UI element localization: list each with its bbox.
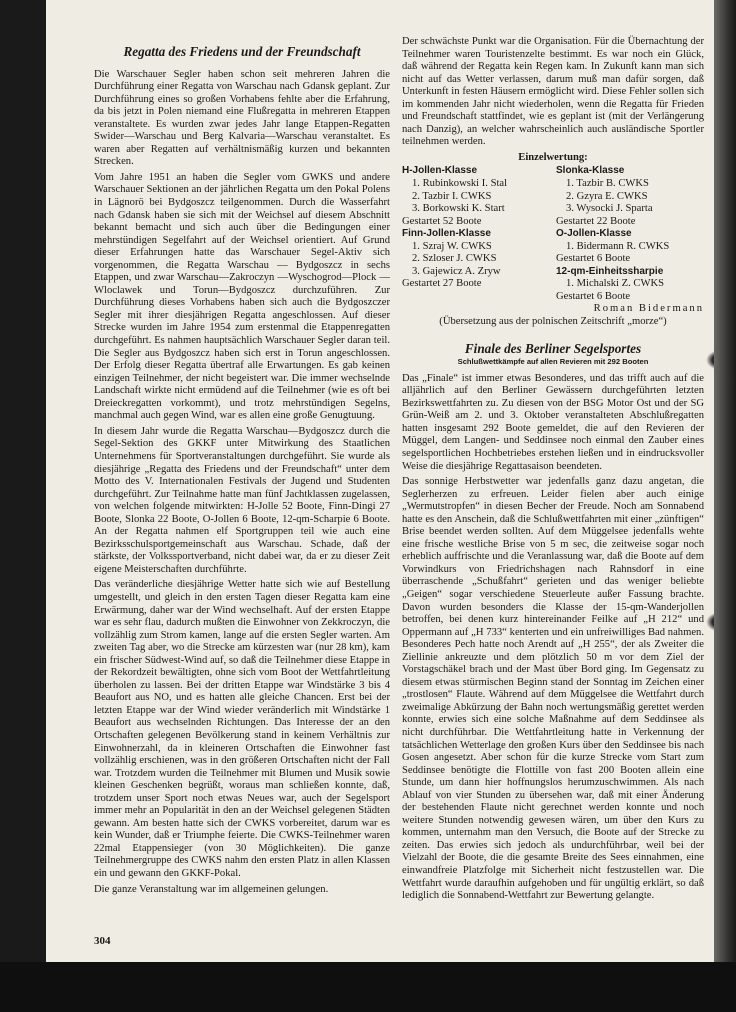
binding-hole xyxy=(706,612,714,632)
paragraph: Das sonnige Herbstwetter war jedenfalls ganz dazu angetan, die Seglerherzen zu erfreuen. Leider fielen aber auch einige „Wermutstropfen“ in diesen Becher der Freude. Noch am Sonnabend hatte es den Anschein, daß die Schlußwettfahrten mit einer „zünftigen“ Brise beendet werden sollten. Auf dem Müggelsee jedenfalls wehte eine frische westliche Brise von 5 m sec, die zeitweise sogar noch erheblich auffrischte und die Veranlassung war, daß die Boote auf dem Vorwindkurs von Friedrichshagen nach Rahnsdorf in eine überraschende „Schußfahrt“ gerieten und das weniger beliebte „Geigen“ sogar verschiedene Steuerleute außer Fassung brachte. Davon wurden besonders die Klasse der 15-qm-Wanderjollen betroffen, bei denen kurz hintereinander Feilke auf „H 212“ und Oppermann auf „H 733“ kenterten und ein unfreiwilliges Bad nahmen. Besonderes Pech hatte noch Arendt auf „H 255“, der als Zweiter die Ziellinie ankreuzte und dem plötzlich 50 m vor dem Ziel der Vorstagschäkel brach und der Mast über Bord ging. Im Gegensatz zu diesem etwas stürmischen Beginn stand der Sonntag im Zeichen einer „trostlosen“ Flaute. Während auf dem Müggelsee die Wettfahrt durch zweimalige Abkürzung der Bahn noch wertungsmäßig gerettet werden konnte, erwies sich eine solche Maßnahme auf dem Seddinsee als nicht durchführbar. Die Wettfahrtleitung hatte in Verkennung der tatsächlichen Wetterlage den großen Kurs über den Seddinsee bis nach Gosen angesetzt. Aber schon für die kurze Strecke vom Start zum Seddinsee benötigte die Flottille von fast 200 Booten allein eine Stunde, um dann hier hoffnungslos herumzuschwimmen. Als nach Ablauf von vier Stunden zu übersehen war, daß mit einer Änderung der bestehenden Flaute nicht gerechnet werden konnte und noch weitere Stunden notwendig gewesen wären, um über den Kurs zu kommen, unternahm man den Versuch, die Boote auf der Strecke zu zeiten. Das erwies sich jedoch als undurchführbar, weil bei der Vielzahl der Boote, die die gesamte Breite des Sees einnahmen, eine einwandfreie Platzfolge mit Sicherheit nicht festzustellen war. Die Wettfahrt wurde daraufhin aufgehoben und für ungültig erklärt, so daß lediglich die Sonnabend-Wettfahrt zur Bewertung gelangte. xyxy=(402,476,704,902)
class-name: Finn-Jollen-Klasse xyxy=(402,228,491,240)
results-heading: Einzelwertung: xyxy=(518,151,588,163)
book-page xyxy=(46,0,714,962)
page-edge xyxy=(714,0,736,962)
class-name: 12-qm-Einheitssharpie xyxy=(556,265,664,277)
results-right xyxy=(556,165,704,303)
paragraph: Das veränderliche diesjährige Wetter hatte sich wie auf Bestellung umgestellt, und gleich in den ersten Tagen dieser Regatta kam eine Erwärmung, daher war der Wind wechselhaft. Auf der ersten Etappe war es sehr flau, dadurch mußten die Einwohner von Zekkroczyn, die vollzählig zum Strom kamen, lange auf die ersten Segler warten. Am zweiten Tag aber, wo die Strecke am kürzesten war (nur 28 km), kam ein frischer Südwest-Wind auf, so daß die Teilnehmer diese Etappe in der Rekordzeit bewältigten, ohne sich vom Boot der Wettfahrtleitung überholen zu lassen. Bei der dritten Etappe war Windstärke 3 bis 4 Beaufort aus NO, und es hatten alle gleiche Chancen. Erst bei der letzten Etappe war der Wind wieder veränderlich mit Windstärke 1 Beaufort aus wechselnden Richtungen. Das Interesse der an den Ortschaften gelegenen Bevölkerung stand in keinem Verhältnis zur Einwohnerzahl, da in kleineren Ortschaften die Einwohner fast vollzählig erschienen, was in den größeren Ortschaften nicht der Fall war. Trotzdem wurden die Teilnehmer mit Blumen und Musik sowie kleinen Geschenken begrüßt, woraus man schließen konnte, daß, trotzdem unser Sport noch etwas Neues war, auch der Segelsport immer mehr an Popularität in den an der Weichsel gelegenen Städten gewann. Am besten hatte sich der CWKS vorbereitet, darum war es kein Wunder, daß er Triumphe feierte. Die CWKS-Teilnehmer waren 22mal Etappensieger (von 30 Möglichkeiten). Die ganze Teilnehmergruppe des CWKS nahm den ersten Platz in allen Klassen ein und gewann den GKKF-Pokal. xyxy=(94,579,390,879)
class-name: H-Jollen-Klasse xyxy=(402,165,478,177)
paragraph: In diesem Jahr wurde die Regatta Warschau—Bydgoszcz durch die Segel-Sektion des GKKF unter Mitwirkung des Staatlichen Unternehmens für Sportveranstaltungen durchgeführt. Sie wurde als diesjährige „Regatta des Friedens und der Freundschaft“ unter dem Motto des V. Internationalen Festivals der Jugend und Studenten durchgeführt. Zur Teilnahme hatte man fünf Jachtklassen zugelassen, von welchen folgende mitwirkten: H-Jolle 52 Boote, Finn-Dingi 27 Boote, Slonka 22 Boote, O-Jollen 6 Boote, 12-qm-Scharpie 6 Boote. An der Regatta nahmen elf Sportgruppen teil wie auch eine Bezirksschulsportgemeinschaft aus Warschau. Schade, daß der stärkste, der Volkssportverband, nicht dabei war, da er zu dieser Zeit eigene Meisterschaften durchführte. xyxy=(94,425,390,575)
result-entry: 1. Michalski Z. CWKS xyxy=(566,278,664,290)
results-table xyxy=(402,165,704,303)
paragraph: Die ganze Veranstaltung war im allgemeinen gelungen. xyxy=(94,883,329,895)
result-entry: 2. Szloser J. CWKS xyxy=(412,253,497,265)
results-left xyxy=(402,165,550,303)
class-name: O-Jollen-Klasse xyxy=(556,228,632,240)
page-number: 304 xyxy=(94,935,111,947)
result-entry: 1. Rubinkowski I. Stal xyxy=(412,178,508,190)
result-entry: 1. Szraj W. CWKS xyxy=(412,240,492,252)
result-entry: 1. Tazbir B. CWKS xyxy=(566,178,649,190)
article-title: Finale des Berliner Segelsportes xyxy=(464,340,642,356)
paragraph: Der schwächste Punkt war die Organisation. Für die Übernachtung der Teilnehmer waren Touristenzelte bestimmt. Es war noch ein Glück, daß während der Regatta kein Regen kam. In Zukunft kann man sich nicht auf das Wetter verlassen, darum muß man dafür sorgen, daß Unterkunft in festen Häusern ermöglicht wird. Diese Fehler sollen sich im kommenden Jahr nicht wiederholen, wenn die Regatta für Frieden und Freundschaft stattfindet, wie es geplant ist (mit der Verlängerung nach Danzig), an welcher wahrscheinlich auch ausländische Sportler teilnehmen werden. xyxy=(402,36,704,148)
result-entry: 3. Gajewicz A. Zryw xyxy=(412,265,501,277)
result-entry: 1. Bidermann R. CWKS xyxy=(566,240,670,252)
left-column xyxy=(94,36,390,899)
class-name: Slonka-Klasse xyxy=(556,165,625,177)
result-entry: 2. Tazbir I. CWKS xyxy=(412,190,492,202)
author-name: Roman Bidermann xyxy=(593,303,704,315)
article-title: Regatta des Friedens und der Freundschaft xyxy=(123,44,361,59)
result-total: Gestartet 6 Boote xyxy=(556,290,631,302)
result-total: Gestartet 27 Boote xyxy=(402,278,482,290)
result-entry: 3. Wysocki J. Sparta xyxy=(566,203,653,215)
result-entry: 2. Gzyra E. CWKS xyxy=(566,190,648,202)
binding-hole xyxy=(706,350,714,370)
result-total: Gestartet 22 Boote xyxy=(556,215,636,227)
scan-border xyxy=(0,962,736,1012)
result-total: Gestartet 6 Boote xyxy=(556,253,631,265)
source-note: (Übersetzung aus der polnischen Zeitschrift „morze“) xyxy=(439,316,667,328)
paragraph: Vom Jahre 1951 an haben die Segler vom GWKS und andere Warschauer Sektionen an der jährlichen Regatta um den Pokal Polens in Lägnorö bei Bydgoszcz teilgenommen. Durch die Wasserfahrt nach Gdansk haben sie sich mit der Weichsel auf diesem Abschnitt bekannt bemacht und sich auch über die Bedingungen einer mehrstündigen Segelfahrt auf der Weichsel orientiert. Auf Grund dieser Erfahrungen hatte das Warschauer Segel-Aktiv sich vorgenommen, die Regatta Warschau — Bydgoszcz in sechs Etappen, und zwar Warschau—Zakroczyn —Wyschogrod—Plock — Wloclawek und Torun—Bydgoszcz durchzuführen. Zur Durchführung dieses Vorhabens haben sich auch die Bydgoszczer Segler mit ihrer diesjährigen Regatta angeschlossen. Auf dieser Strecke wurden im Jahre 1954 zum erstenmal die Etappenregatten durchgeführt. Es nahmen hauptsächlich Warschauer Segler daran teil. Die Segler aus Bydgoszcz haben sich erst in Torun angeschlossen. Der Erfolg dieser Regatta übertraf alle Erwartungen. Es gab keinen einzigen Teilnehmer, der nicht begeistert war. Die immer wechselnde Landschaft wirkte nicht ermüdend auf die Teilnehmer (wie es oft bei Dreieckregatten vorkommt), und trotz mehrstündigen Segelns, manchmal auch gegen Wind, war es allen eine große Genugtuung. xyxy=(94,171,390,422)
article-subtitle: Schlußwettkämpfe auf allen Revieren mit 292 Booten xyxy=(457,357,649,367)
result-entry: 3. Borkowski K. Start xyxy=(412,203,505,215)
paragraph: Die Warschauer Segler haben schon seit mehreren Jahren die Durchführung einer Regatta von Warschau nach Gdansk geplant. Zur Durchführung eines so großen Vorhabens fehlte aber die Erfahrung, da bis jetzt in Polen niemand eine Flußregatta in mehreren Etappen veranstaltete. Es wurden zwar jedes Jahr lange Etappen-Regatten Swider—Warschau und Berg Kalvaria—Warschau veranstaltet. Es waren aber Regatten auf verhältnismäßig kurzen und bekannten Strecken. xyxy=(94,68,390,168)
result-total: Gestartet 52 Boote xyxy=(402,215,482,227)
paragraph: Das „Finale“ ist immer etwas Besonderes, und das trifft auch auf die alljährlich auf den Berliner Gewässern durchgeführten letzten Bezirkswettfahrten zu. Zu diesen von der BSG Motor Ost und der SG Grün-Weiß am 2. und 3. Oktober veranstalteten Abschlußregatten hatten insgesamt 292 Boote gemeldet, die auf den Revieren der Müggel, dem Langen- und Seddinsee noch einmal den Zauber eines segelsportlichen Hochbetriebes erstehen ließen und in eindrucksvoller Weise die diesjährige Regattasaison beendeten. xyxy=(402,372,704,472)
right-column xyxy=(402,36,704,906)
